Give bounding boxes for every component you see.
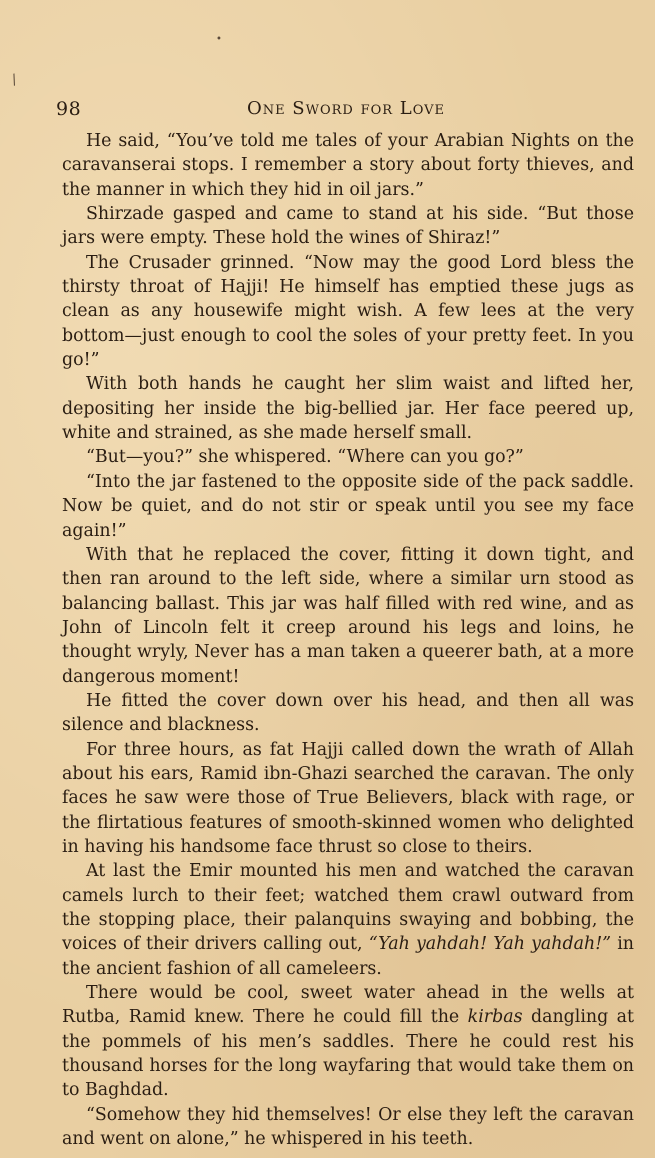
body-text	[62, 129, 634, 1151]
paragraph-text: dangling at the pommels of his men’s saddles. There he could rest his thousand horses for the long wayfaring that would take them on to Baghdad.	[62, 1007, 635, 1101]
paragraph: With both hands he caught her slim waist and lifted her, depositing her inside the big-bellied jar. Her face peered up, white and strained, as she made herself small.	[62, 374, 634, 444]
paragraph	[62, 981, 634, 1103]
italic-phrase: “Yah yahdah! Yah yahdah!”	[368, 934, 612, 955]
margin-pencil-mark: /	[9, 71, 20, 89]
paragraph: “But—you?” she whispered. “Where can you go?”	[86, 447, 524, 468]
paragraph: “Into the jar fastened to the opposite side of the pack saddle. Now be quiet, and do not stir or speak until you see my face again!”	[62, 471, 634, 541]
paragraph: The Crusader grinned. “Now may the good Lord bless the thirsty throat of Hajji! He himself has emptied these jugs as clean as any housewife might wish. A few lees at the very bottom—just enough to cool the soles of your pretty feet. In you go!”	[62, 252, 634, 371]
paragraph: He said, “You’ve told me tales of your Arabian Nights on the caravanserai stops. I remember a story about forty thieves, and the manner in which they hid in oil jars.”	[62, 131, 634, 200]
paragraph: “Somehow they hid themselves! Or else they left the caravan and went on alone,” he whispered in his teeth.	[62, 1104, 634, 1150]
paragraph: Shirzade gasped and came to stand at his side. “But those jars were empty. These hold the wines of Shiraz!”	[62, 204, 634, 249]
italic-word: kirbas	[467, 1007, 523, 1028]
paragraph: With that he replaced the cover, fitting it down tight, and then ran around to the left side, where a similar urn stood as balancing ballast. This jar was half filled with red wine, and as John of Lincoln felt it creep around his legs and loins, he thought wryly, Never has a man taken a queerer bath, at a more dangerous moment!	[62, 544, 634, 687]
page-number: 98	[56, 98, 82, 120]
page-header	[56, 96, 636, 124]
paragraph-text: There would be cool, sweet water ahead in the wells at Rutba, Ramid knew. There he could fill the	[62, 983, 634, 1028]
paragraph-text: in the ancient fashion of all cameleers.	[62, 934, 635, 979]
running-title: One Sword for Love	[246, 98, 446, 119]
paragraph	[62, 859, 634, 981]
paragraph: He fitted the cover down over his head, and then all was silence and blackness.	[62, 690, 634, 736]
paragraph: For three hours, as fat Hajji called down the wrath of Allah about his ears, Ramid ibn-Ghazi searched the caravan. The only faces he saw were those of True Believers, black with rage, or the flirtatious features of smooth-skinned women who delighted in having his handsome face thrust so close to theirs.	[62, 739, 634, 857]
paragraph-text: At last the Emir mounted his men and watched the caravan camels lurch to their feet; watched them crawl outward from the stopping place, their palanquins swaying and bobbing, the voices of their drivers calling out,	[62, 861, 634, 955]
page-speck: •	[216, 34, 222, 45]
